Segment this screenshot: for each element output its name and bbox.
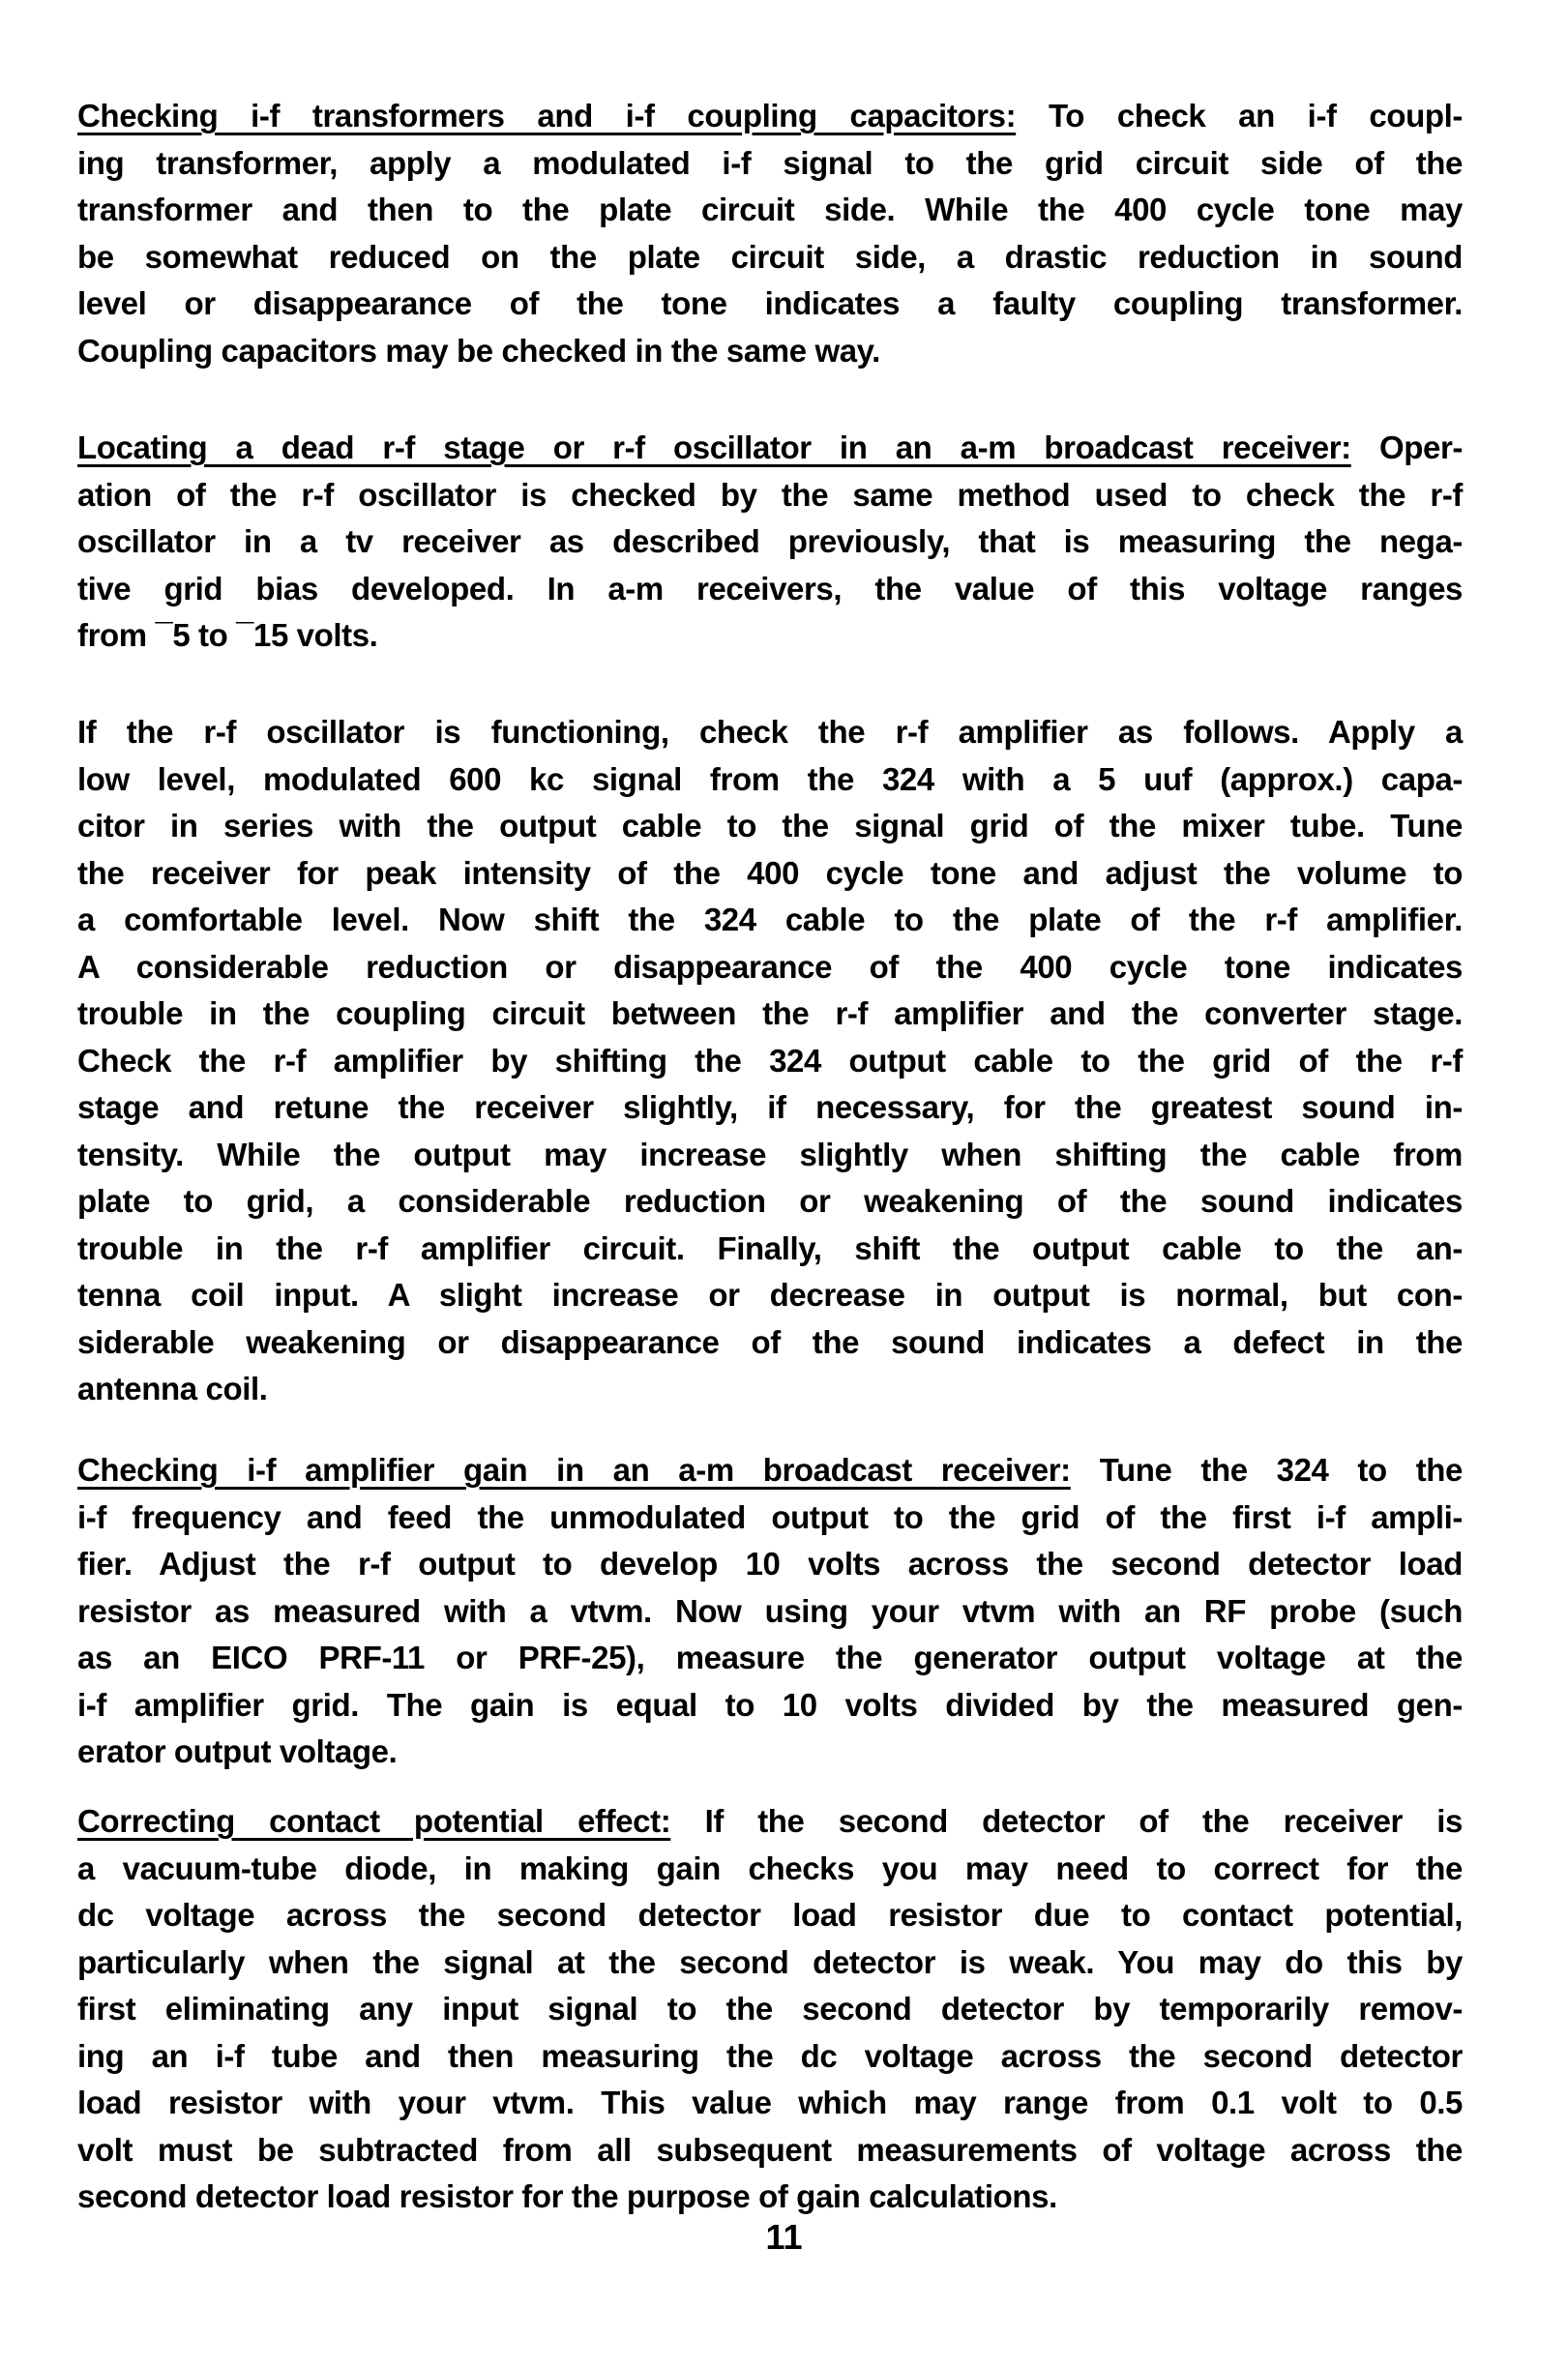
text-line: Locating a dead r-f stage or r-f oscillator in an a-m broadcast receiver: Oper-: [77, 429, 1463, 465]
text-line: be somewhat reduced on the plate circuit side, a drastic reduction in sound: [77, 238, 1463, 275]
text-line: level or disappearance of the tone indicates a faulty coupling transformer.: [77, 285, 1463, 321]
text-line: low level, modulated 600 kc signal from the 324 with a 5 uuf (approx.) capa-: [77, 760, 1463, 797]
text-line: a comfortable level. Now shift the 324 cable to the plate of the r-f amplifier.: [77, 902, 1463, 937]
text-line: trouble in the r-f amplifier circuit. Finally, shift the output cable to the an-: [77, 1229, 1463, 1266]
text-line: transformer and then to the plate circuit side. While the 400 cycle tone may: [77, 192, 1463, 227]
text-line: resistor as measured with a vtvm. Now using your vtvm with an RF probe (such: [77, 1592, 1463, 1629]
text-line: Check the r-f amplifier by shifting the 324 output cable to the grid of the r-f: [77, 1042, 1463, 1079]
text-line: Coupling capacitors may be checked in the same way.: [77, 332, 880, 369]
text-line: as an EICO PRF-11 or PRF-25), measure the generator output voltage at the: [77, 1640, 1463, 1675]
page-number: 11: [765, 2217, 803, 2257]
paragraph-rf-amplifier-check: [77, 709, 1463, 1413]
text-line: load resistor with your vtvm. This value which may range from 0.1 volt to 0.5: [77, 2085, 1463, 2120]
text-line: trouble in the coupling circuit between the r-f amplifier and the converter stage.: [77, 995, 1463, 1031]
text-line: fier. Adjust the r-f output to develop 10 volts across the second detector load: [77, 1546, 1463, 1582]
paragraph-contact-potential: [77, 1798, 1463, 2221]
paragraph-if-transformers: [77, 93, 1463, 374]
text-line: If the r-f oscillator is functioning, check the r-f amplifier as follows. Apply a: [77, 714, 1463, 750]
text-line: ing an i-f tube and then measuring the dc voltage across the second detector: [77, 2037, 1463, 2074]
text-line: tensity. While the output may increase slightly when shifting the cable from: [77, 1136, 1463, 1172]
text-line: particularly when the signal at the second detector is weak. You may do this by: [77, 1943, 1463, 1980]
section-heading: Locating a dead r-f stage or r-f oscillator in an a-m broadcast receiver:: [77, 429, 1351, 465]
text-line: a vacuum-tube diode, in making gain checks you may need to correct for the: [77, 1849, 1463, 1886]
text-line: citor in series with the output cable to the signal grid of the mixer tube. Tune: [77, 808, 1463, 843]
section-heading: Checking i-f transformers and i-f coupling capacitors:: [77, 98, 1017, 133]
text-line: second detector load resistor for the purpose of gain calculations.: [77, 2178, 1057, 2214]
paragraph-if-amplifier-gain: [77, 1447, 1463, 1776]
text-line: ing transformer, apply a modulated i-f signal to the grid circuit side of the: [77, 144, 1463, 181]
text-line: tenna coil input. A slight increase or decrease in output is normal, but con-: [77, 1277, 1463, 1313]
text-line: stage and retune the receiver slightly, if necessary, for the greatest sound in-: [77, 1089, 1463, 1125]
text-line: i-f amplifier grid. The gain is equal to 10 volts divided by the measured gen-: [77, 1686, 1463, 1723]
text-line: ation of the r-f oscillator is checked by the same method used to check the r-f: [77, 476, 1463, 513]
section-heading: Correcting contact potential effect:: [77, 1803, 671, 1839]
text-line: antenna coil.: [77, 1371, 268, 1406]
text-line: volt must be subtracted from all subsequent measurements of voltage across the: [77, 2131, 1463, 2168]
text-line: Correcting contact potential effect: If the second detector of the receiver is: [77, 1803, 1463, 1839]
text-line: siderable weakening or disappearance of the sound indicates a defect in the: [77, 1323, 1463, 1360]
text-line: dc voltage across the second detector load resistor due to contact potential,: [77, 1897, 1463, 1933]
text-line: i-f frequency and feed the unmodulated output to the grid of the first i-f ampli-: [77, 1498, 1463, 1535]
paragraph-dead-rf-stage: [77, 425, 1463, 660]
text-line: tive grid bias developed. In a-m receivers, the value of this voltage ranges: [77, 570, 1463, 607]
text-line: first eliminating any input signal to the second detector by temporarily remov-: [77, 1991, 1463, 2027]
text-line: from ¯5 to ¯15 volts.: [77, 617, 378, 653]
text-line: Checking i-f transformers and i-f coupling capacitors: To check an i-f coupl-: [77, 98, 1463, 133]
text-line: oscillator in a tv receiver as described previously, that is measuring the nega-: [77, 523, 1463, 559]
text-line: erator output voltage.: [77, 1733, 398, 1769]
text-line: Checking i-f amplifier gain in an a-m broadcast receiver: Tune the 324 to the: [77, 1452, 1464, 1488]
text-line: A considerable reduction or disappearance of the 400 cycle tone indicates: [77, 948, 1463, 985]
section-heading: Checking i-f amplifier gain in an a-m broadcast receiver:: [77, 1452, 1071, 1488]
text-line: plate to grid, a considerable reduction or weakening of the sound indicates: [77, 1183, 1463, 1219]
text-line: the receiver for peak intensity of the 400 cycle tone and adjust the volume to: [77, 854, 1463, 891]
